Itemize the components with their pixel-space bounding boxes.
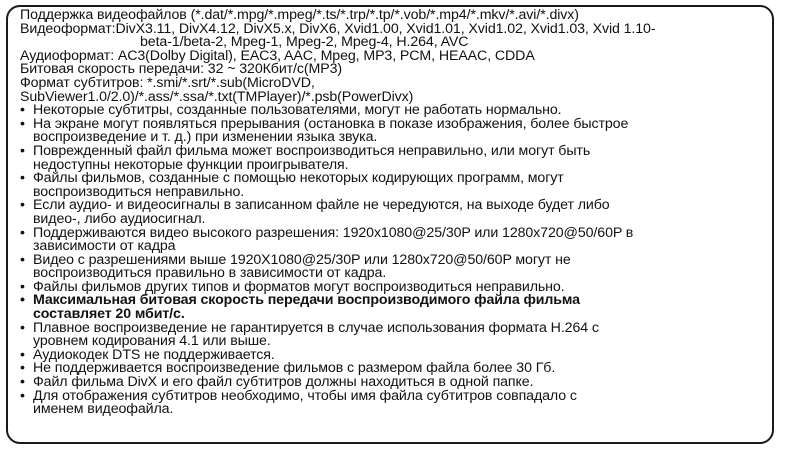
- note-text: [33, 251, 776, 282]
- bullet-icon: •: [20, 346, 25, 363]
- note-text: [33, 319, 776, 350]
- note-line: Видео с разрешениями выше 1920X1080@25/30P или 1280x720@50/60P могут не: [33, 251, 571, 268]
- note-line: Максимальная битовая скорость передачи воспроизводимого файла фильма: [33, 292, 580, 309]
- note-line: Файлы фильмов других типов и форматов могут воспроизводиться неправильно.: [33, 278, 565, 295]
- spec-line: Поддержка видеофайлов (*.dat/*.mpg/*.mpeg/*.ts/*.trp/*.tp/*.vob/*.mp4/*.mkv/*.avi/*.divx): [20, 7, 579, 23]
- bullet-icon: •: [20, 278, 25, 295]
- note-item: [20, 142, 776, 173]
- spec-line: Видеоформат:DivX3.11, DivX4.12, DivX5.x, DivX6, Xvid1.00, Xvid1.01, Xvid1.02, Xvid1.03, Xvid 1.10-: [20, 20, 656, 37]
- bullet-icon: •: [20, 360, 25, 377]
- note-line: воспроизводиться правильно в зависимости от кадра.: [33, 265, 387, 282]
- spec-line: Формат субтитров: *.smi/*.srt/*.sub(MicroDVD,: [20, 74, 315, 91]
- note-text: [33, 199, 776, 226]
- note-line: недоступны некоторые функции проигрывателя.: [33, 156, 349, 173]
- specs-block: [20, 9, 776, 104]
- bullet-icon: •: [20, 170, 25, 187]
- spec-line: Аудиоформат: AC3(Dolby Digital), EAC3, AAC, Mpeg, MP3, PCM, HEAAC, CDDA: [20, 47, 535, 64]
- note-item: [20, 319, 776, 350]
- note-line: Если аудио- и видеосигналы в записанном файле не чередуются, на выходе будет либо: [33, 197, 610, 214]
- note-text: [33, 294, 776, 321]
- note-line: Файл фильма DivX и его файл субтитров должны находиться в одной папке.: [33, 374, 534, 391]
- note-line: Для отображения субтитров необходимо, чтобы имя файла субтитров совпадало с: [33, 387, 577, 404]
- spec-line: beta-1/beta-2, Mpeg-1, Mpeg-2, Mpeg-4, H.264, AVC: [140, 34, 469, 51]
- note-item: [20, 251, 776, 282]
- bullet-icon: •: [20, 319, 25, 336]
- note-line: воспроизводиться неправильно.: [33, 183, 245, 200]
- note-line: Плавное воспроизведение не гарантируется в случае использования формата H.264 с: [33, 319, 599, 336]
- note-line: уровнем кодирования 4.1 или выше.: [33, 333, 271, 350]
- note-line: Файлы фильмов, созданные с помощью некоторых кодирующих программ, могут: [33, 170, 564, 187]
- note-line: зависимости от кадра: [33, 238, 176, 255]
- note-line: именем видеофайла.: [33, 401, 174, 418]
- bullet-icon: •: [20, 197, 25, 214]
- note-line: Аудиокодек DTS не поддерживается.: [33, 346, 275, 363]
- bullet-icon: •: [20, 387, 25, 404]
- note-text: [33, 387, 776, 418]
- bullet-icon: •: [20, 251, 25, 268]
- note-item: [20, 224, 776, 255]
- note-line: Поддерживаются видео высокого разрешения: 1920x1080@25/30P или 1280x720@50/60P в: [33, 224, 634, 241]
- spec-content: [20, 9, 776, 417]
- note-text: [33, 115, 776, 146]
- bullet-icon: •: [20, 102, 25, 119]
- note-text: [33, 224, 776, 255]
- note-line: Поврежденный файл фильма может воспроизводиться неправильно, или могут быть: [33, 142, 591, 159]
- note-item: [20, 294, 776, 321]
- bullet-icon: •: [20, 115, 25, 132]
- note-line: Не поддерживается воспроизведение фильмов с размером файла более 30 Гб.: [33, 360, 556, 377]
- bullet-icon: •: [20, 142, 25, 159]
- note-text: [33, 172, 776, 199]
- note-text: [33, 142, 776, 173]
- bullet-icon: •: [20, 224, 25, 241]
- spec-line: Битовая скорость передачи: 32 ~ 320Кбит/с(MP3): [20, 61, 343, 78]
- note-line: На экране могут появляться прерывания (остановка в показе изображения, более быстрое: [33, 115, 629, 132]
- note-line: Некоторые субтитры, созданные пользователями, могут не работать нормально.: [33, 102, 562, 119]
- note-item: [20, 172, 776, 199]
- note-line: составляет 20 мбит/с.: [33, 306, 185, 323]
- note-item: [20, 199, 776, 226]
- spec-line: SubViewer1.0/2.0)/*.ass/*.ssa/*.txt(TMPlayer)/*.psb(PowerDivx): [20, 88, 414, 105]
- note-line: воспроизведение и т. д.) при изменении языка звука.: [33, 129, 378, 146]
- bullet-icon: •: [20, 374, 25, 391]
- bullet-icon: •: [20, 292, 25, 309]
- note-line: видео-, либо аудиосигнал.: [33, 210, 206, 227]
- note-item: [20, 115, 776, 146]
- note-item: [20, 387, 776, 418]
- notes-list: [20, 104, 776, 417]
